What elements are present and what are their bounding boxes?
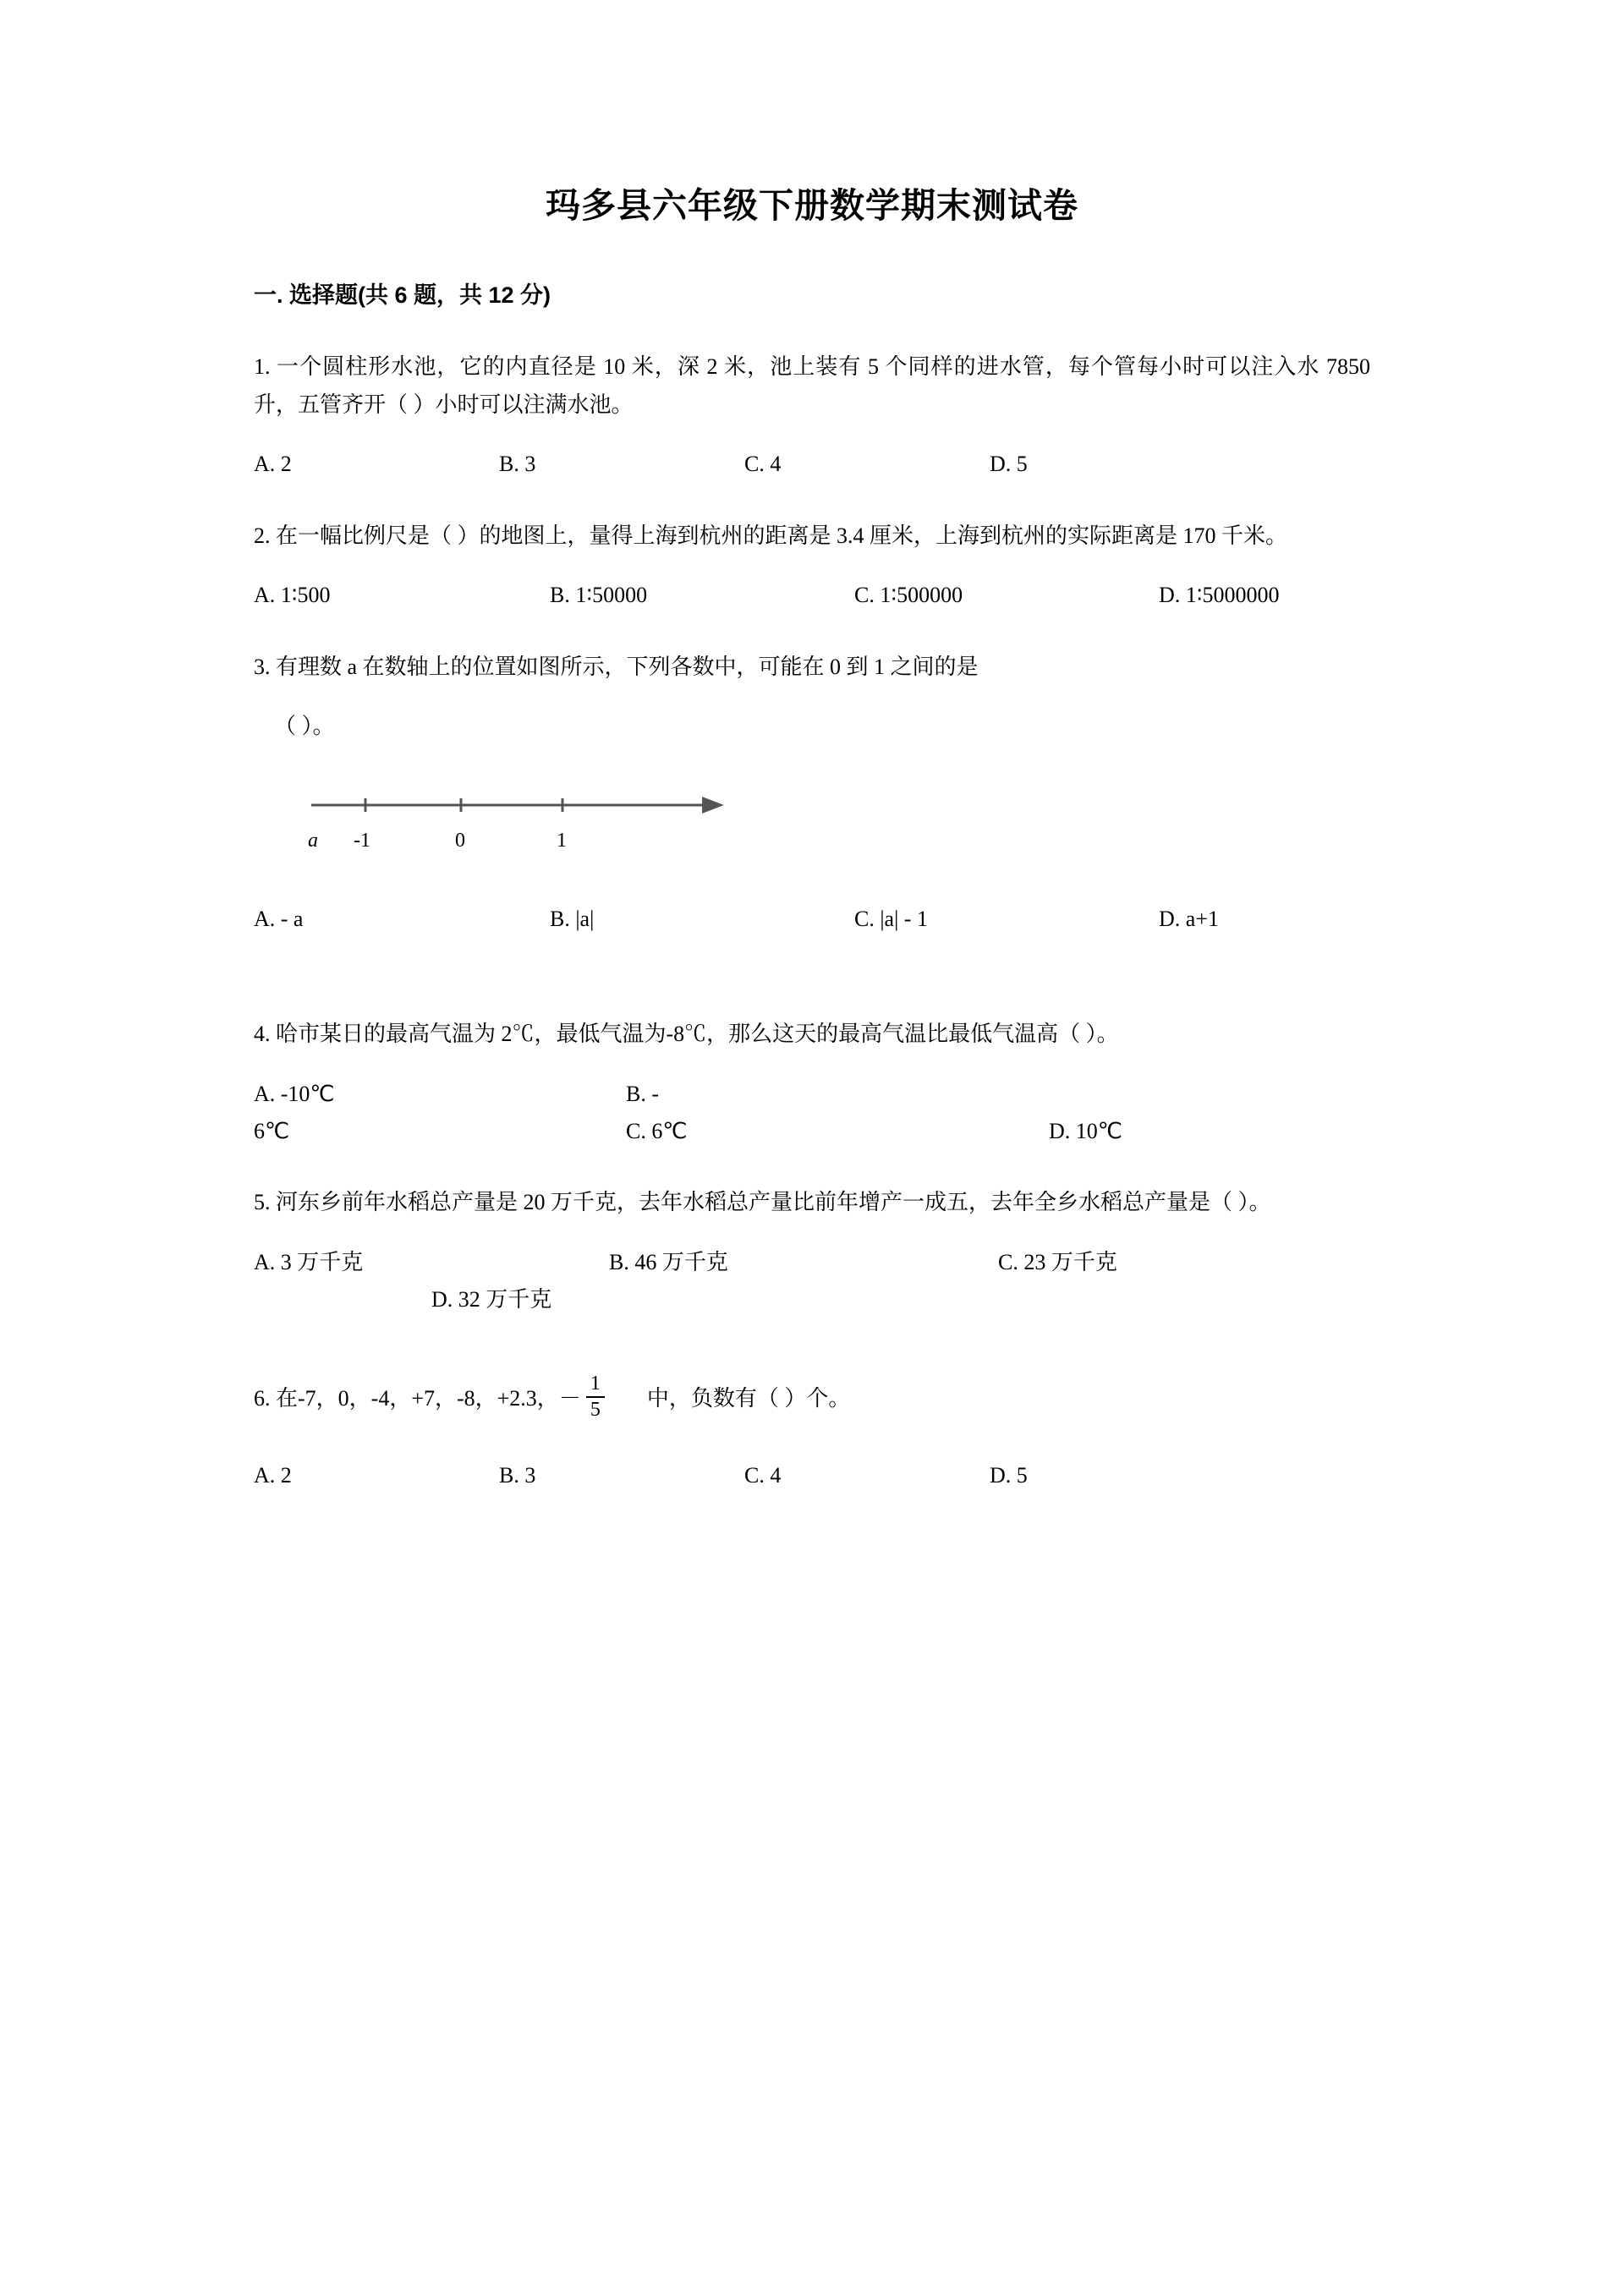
question-6-options (254, 1457, 1370, 1494)
number-line-label-0: 0 (455, 829, 465, 852)
question-2-option-b[interactable]: B. 1∶50000 (550, 583, 648, 608)
question-1-text: 1. 一个圆柱形水池，它的内直径是 10 米，深 2 米，池上装有 5 个同样的进水管，每个管每小时可以注入水 7850 升，五管齐开（ ）小时可以注满水池。 (254, 354, 1370, 417)
page-title: 玛多县六年级下册数学期末测试卷 (546, 186, 1078, 225)
question-3-text-cont: （ ）。 (274, 714, 335, 739)
question-5-text: 5. 河东乡前年水稻总产量是 20 万千克，去年水稻总产量比前年增产一成五，去年全乡水稻总产量是（ ）。 (254, 1190, 1271, 1215)
question-2-option-d[interactable]: D. 1∶5000000 (1159, 583, 1280, 608)
question-6-text (254, 1374, 1370, 1423)
question-6-fraction (586, 1373, 605, 1422)
question-3-text: 3. 有理数 a 在数轴上的位置如图所示，下列各数中，可能在 0 到 1 之间的是 (254, 654, 979, 679)
question-2-text: 2. 在一幅比例尺是（ ）的地图上，量得上海到杭州的距离是 3.4 厘米，上海到杭州的实际距离是 170 千米。 (254, 523, 1288, 548)
question-5-option-d[interactable]: D. 32 万千克 (431, 1287, 552, 1312)
question-3-option-a[interactable]: A. - a (254, 906, 304, 931)
question-3-option-c[interactable]: C. |a| - 1 (854, 906, 928, 931)
question-1-option-b[interactable]: B. 3 (499, 452, 536, 477)
question-1-option-c[interactable]: C. 4 (744, 452, 782, 477)
question-3-option-d[interactable]: D. a+1 (1159, 906, 1219, 931)
question-4-option-b[interactable]: B. - (626, 1081, 659, 1106)
question-4-option-d[interactable]: D. 10℃ (1049, 1119, 1122, 1144)
question-5-option-a[interactable]: A. 3 万千克 (254, 1249, 364, 1274)
number-line-figure (254, 790, 1370, 858)
fraction-numerator: 1 (590, 1373, 601, 1395)
question-6-text-before: 6. 在-7，0，-4，+7，-8，+2.3，－ (254, 1386, 581, 1411)
question-2-option-a[interactable]: A. 1∶500 (254, 583, 331, 608)
question-3-option-b[interactable]: B. |a| (550, 906, 595, 931)
question-2-option-c[interactable]: C. 1∶500000 (854, 583, 963, 608)
question-1-option-a[interactable]: A. 2 (254, 452, 292, 477)
question-5-option-b[interactable]: B. 46 万千克 (609, 1249, 728, 1274)
question-4-options (254, 1076, 1370, 1150)
spacer-after-q3 (254, 972, 1370, 1016)
number-line-labels (304, 830, 744, 858)
question-6-option-b[interactable]: B. 3 (499, 1463, 536, 1488)
question-1-option-d[interactable]: D. 5 (990, 452, 1028, 477)
number-line-label-1: 1 (557, 829, 567, 852)
question-1-options (254, 446, 1370, 483)
question-4-option-b-cont: 6℃ (254, 1119, 290, 1144)
number-line-label-a: a (308, 829, 318, 852)
question-4-option-a[interactable]: A. -10℃ (254, 1081, 335, 1106)
fraction-denominator: 5 (586, 1396, 605, 1422)
question-4-text: 4. 哈市某日的最高气温为 2℃，最低气温为-8℃，那么这天的最高气温比最低气温高（ ）。 (254, 1022, 1119, 1047)
question-5-option-c[interactable]: C. 23 万千克 (998, 1249, 1117, 1274)
question-4-option-c[interactable]: C. 6℃ (626, 1119, 688, 1144)
question-6-text-after: 中，负数有（ ）个。 (646, 1386, 851, 1411)
question-6-option-a[interactable]: A. 2 (254, 1463, 292, 1488)
question-6-option-d[interactable]: D. 5 (990, 1463, 1028, 1488)
number-line-label-minus1: -1 (354, 829, 370, 852)
spacer-after-q5 (254, 1352, 1370, 1374)
question-3-options (254, 901, 1370, 938)
question-2-options (254, 577, 1370, 614)
number-line-icon (304, 790, 744, 824)
question-5-options (254, 1244, 1370, 1318)
question-6-option-c[interactable]: C. 4 (744, 1463, 782, 1488)
section-heading-choice: 一. 选择题(共 6 题，共 12 分) (254, 282, 551, 308)
